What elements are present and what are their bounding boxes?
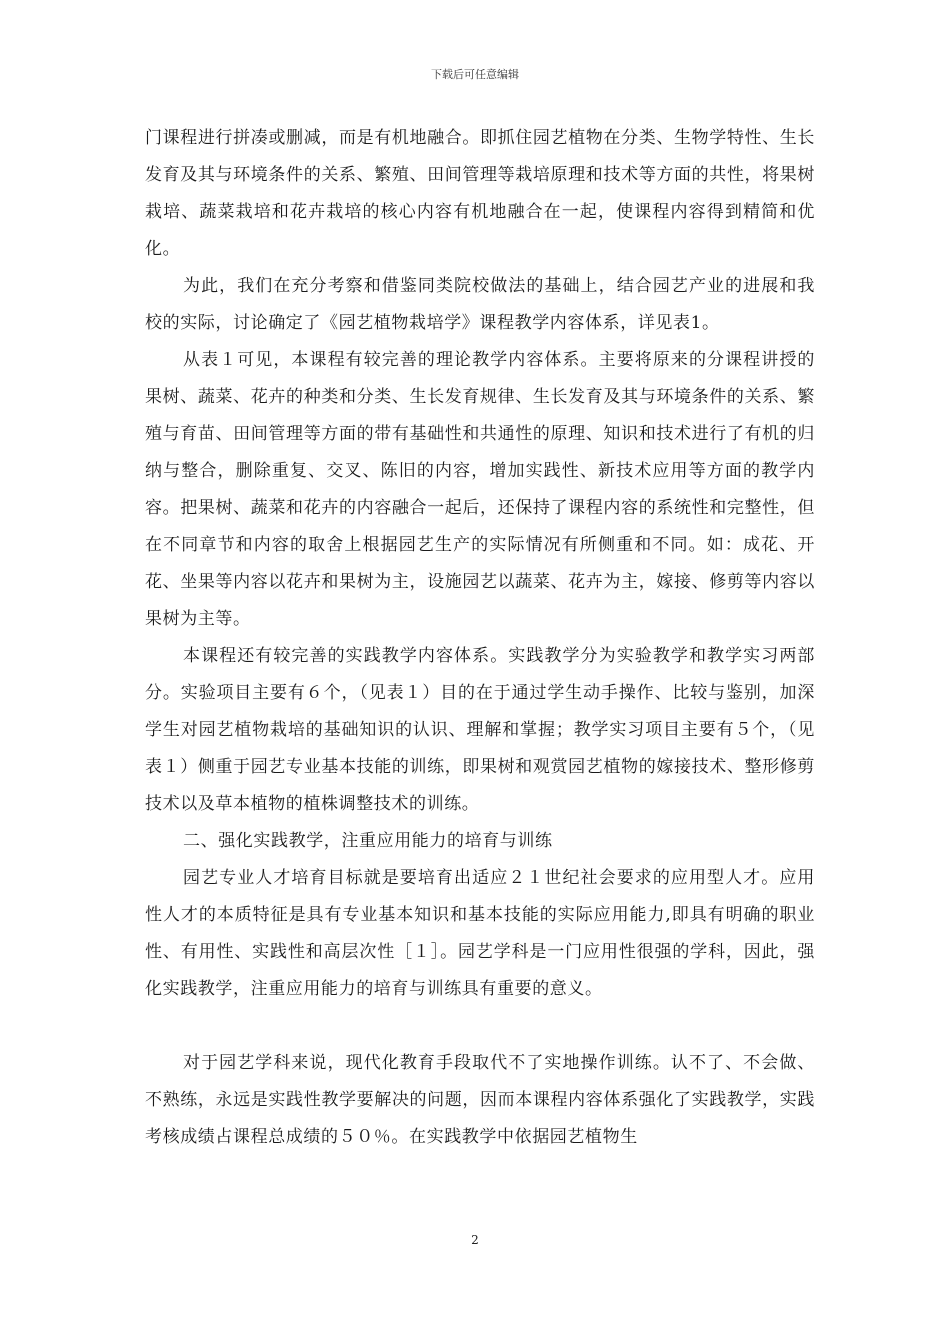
paragraph: 本课程还有较完善的实践教学内容体系。实践教学分为实验教学和教学实习两部分。实验项目主要有６个，（见表１）目的在于通过学生动手操作、比较与鉴别，加深学生对园艺植物栽培的基础知识的认识、理解和掌握；教学实习项目主要有５个，（见表１）侧重于园艺专业基本技能的训练，即果树和观赏园艺植物的嫁接技术、整形修剪技术以及草本植物的植株调整技术的训练。 — [145, 646, 815, 814]
paragraph: 对于园艺学科来说，现代化教育手段取代不了实地操作训练。认不了、不会做、不熟练，永远是实践性教学要解决的问题，因而本课程内容体系强化了实践教学，实践考核成绩占课程总成绩的５０％。在实践教学中依据园艺植物生 — [145, 1053, 815, 1147]
page-number: 2 — [471, 1233, 479, 1247]
paragraph-continuation: 门课程进行拼凑或删减，而是有机地融合。即抓住园艺植物在分类、生物学特性、生长发育及其与环境条件的关系、繁殖、田间管理等栽培原理和技术等方面的共性，将果树栽培、蔬菜栽培和花卉栽培的核心内容有机地融合在一起，使课程内容得到精简和优化。 — [145, 128, 815, 259]
document-body — [145, 120, 815, 1156]
section-heading: 二、强化实践教学，注重应用能力的培育与训练 — [183, 831, 553, 851]
paragraph: 园艺专业人才培育目标就是要培育出适应２１世纪社会要求的应用型人才。应用性人才的本质特征是具有专业基本知识和基本技能的实际应用能力,即具有明确的职业性、有用性、实践性和高层次性［１］。园艺学科是一门应用性很强的学科，因此，强化实践教学，注重应用能力的培育与训练具有重要的意义。 — [145, 868, 815, 999]
paragraph: 为此，我们在充分考察和借鉴同类院校做法的基础上，结合园艺产业的进展和我校的实际，讨论确定了《园艺植物栽培学》课程教学内容体系，详见表1。 — [145, 276, 815, 333]
paragraph: 从表１可见，本课程有较完善的理论教学内容体系。主要将原来的分课程讲授的果树、蔬菜、花卉的种类和分类、生长发育规律、生长发育及其与环境条件的关系、繁殖与育苗、田间管理等方面的带有基础性和共通性的原理、知识和技术进行了有机的归纳与整合，删除重复、交叉、陈旧的内容，增加实践性、新技术应用等方面的教学内容。把果树、蔬菜和花卉的内容融合一起后，还保持了课程内容的系统性和完整性，但在不同章节和内容的取舍上根据园艺生产的实际情况有所侧重和不同。如：成花、开花、坐果等内容以花卉和果树为主，设施园艺以蔬菜、花卉为主，嫁接、修剪等内容以果树为主等。 — [145, 350, 815, 629]
page-header: 下载后可任意编辑 — [431, 68, 519, 81]
